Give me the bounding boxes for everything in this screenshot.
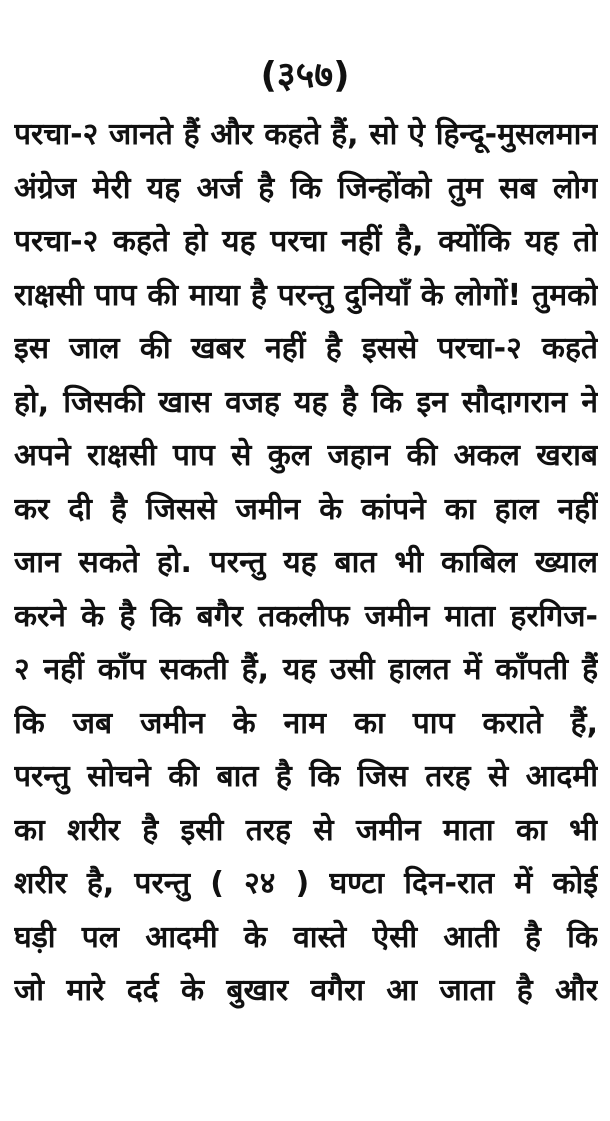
text-line: परचा-२ जानते हैं और कहते हैं, सो ऐ हिन्दू-मुसलमान [14, 117, 598, 152]
text-line: करने के है कि बगैर तकलीफ जमीन माता हरगिज- [14, 598, 598, 634]
text-line: अपने राक्षसी पाप से कुल जहान की अकल खराब [14, 438, 598, 473]
text-line: परचा-२ कहते हो यह परचा नहीं है, क्योंकि यह तो [14, 224, 598, 259]
text-line: राक्षसी पाप की माया है परन्तु दुनियाँ के लोगों! तुमको [14, 277, 598, 313]
page-number: (३५७) [260, 55, 350, 96]
text-line: शरीर है, परन्तु ( २४ ) घण्टा दिन-रात में कोई [14, 866, 598, 901]
text-line: का शरीर है इसी तरह से जमीन माता का भी [14, 812, 598, 848]
text-line: कि जब जमीन के नाम का पाप कराते हैं, [14, 705, 598, 741]
text-line: २ नहीं काँप सकती हैं, यह उसी हालत में काँपती हैं [14, 652, 598, 687]
text-body [14, 108, 598, 1018]
text-line: इस जाल की खबर नहीं है इससे परचा-२ कहते [14, 331, 598, 366]
text-line: जो मारे दर्द के बुखार वगैरा आ जाता है और [14, 973, 598, 1008]
text-line: जान सकते हो. परन्तु यह बात भी काबिल ख्याल [14, 545, 598, 580]
text-line: कर दी है जिससे जमीन के कांपने का हाल नहीं [14, 491, 598, 527]
text-line: अंग्रेज मेरी यह अर्ज है कि जिन्होंको तुम सब लोग [14, 170, 598, 206]
text-line: घड़ी पल आदमी के वास्ते ऐसी आती है कि [14, 919, 598, 955]
text-line: परन्तु सोचने की बात है कि जिस तरह से आदमी [14, 759, 598, 794]
text-line: हो, जिसकी खास वजह यह है कि इन सौदागरान ने [14, 384, 598, 420]
